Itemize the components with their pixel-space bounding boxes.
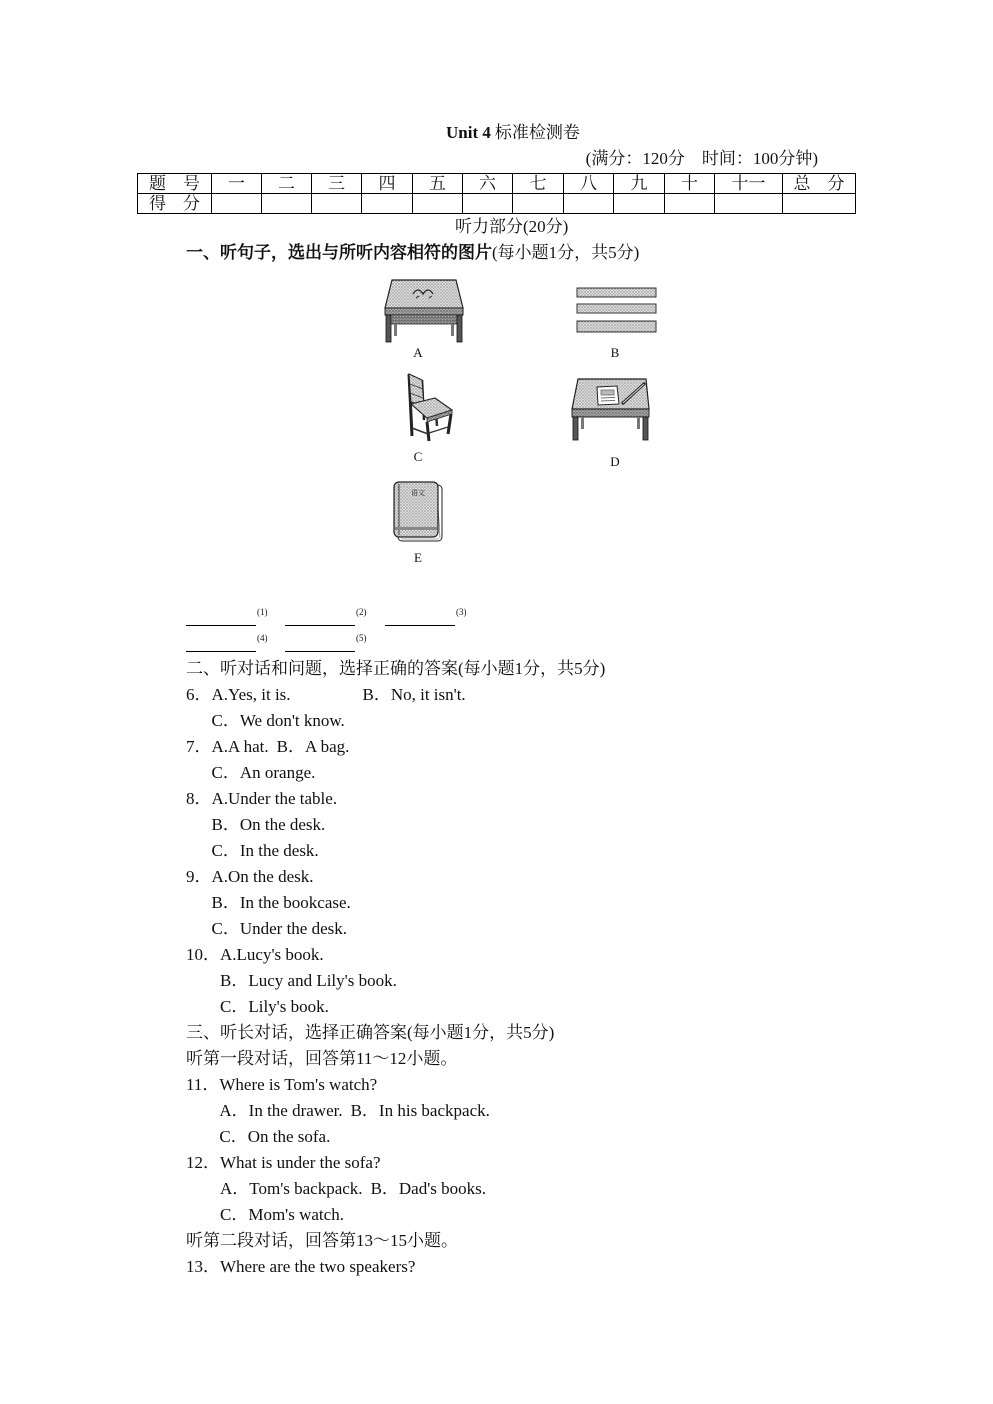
option-c: C．Under the desk. [211,919,348,938]
column-header-9: 九 [614,174,665,194]
picture-a [383,277,465,345]
picture-b [575,285,659,335]
page-title [446,120,580,146]
option-a: A．In the drawer. [219,1101,343,1120]
score-cell-7 [513,194,564,214]
row-header-score: 得 分 [138,194,212,214]
blank-number: (2) [356,607,367,617]
column-header-3: 三 [312,174,362,194]
option-line [220,1176,486,1202]
picture-e-label: E [414,550,422,565]
column-header-5: 五 [413,174,463,194]
option-line [212,890,351,916]
blank-number: (5) [356,633,367,643]
dialogue1-note: 听第一段对话，回答第11～12小题。 [186,1049,458,1068]
book-icon [391,480,447,544]
picture-d-label: D [610,454,620,469]
question-number: 10． [186,945,220,964]
question-stem: What is under the sofa? [220,1153,381,1172]
option-line [212,838,338,864]
option-line [212,682,466,708]
score-cell-2 [262,194,312,214]
section2-heading: 二、听对话和问题，选择正确的答案(每小题1分，共5分) [186,659,606,678]
question-body [219,1072,490,1150]
question-body [220,942,397,1020]
column-header-10: 十 [665,174,715,194]
stripes-icon [575,285,659,335]
option-b: B．Lucy and Lily's book. [220,971,397,990]
section1-heading-text: 一、听句子，选出与所听内容相符的图片 [186,243,492,262]
option-line [212,864,351,890]
picture-d [570,376,652,444]
questions-area [186,656,886,1280]
column-header-11: 十一 [715,174,783,194]
column-header-7: 七 [513,174,564,194]
score-cell-5 [413,194,463,214]
picture-b-label: B [610,345,620,360]
question-number: 8． [186,789,212,808]
option-c: C．On the sofa. [219,1127,331,1146]
option-line [220,1202,486,1228]
option-line [212,708,466,734]
score-cell-4 [362,194,413,214]
score-cell-9 [614,194,665,214]
picture-c [397,370,457,444]
question-body [212,734,350,786]
question-body [212,864,351,942]
question-8 [186,786,886,864]
book-cover-text: 语文 [411,489,425,497]
option-line [212,734,350,760]
answer-blank-5 [285,628,371,652]
dialogue2-note: 听第二段对话，回答第13～15小题。 [186,1231,458,1250]
blank-number: (3) [456,607,467,617]
option-c: C．We don't know. [211,711,345,730]
column-header-8: 八 [564,174,614,194]
score-cell-1 [212,194,262,214]
question-7 [186,734,886,786]
column-header-2: 二 [262,174,312,194]
option-c: C．An orange. [211,763,316,782]
option-c: C．Lily's book. [220,997,329,1016]
answer-blank-2 [285,602,371,626]
score-table-row-scores [138,194,856,214]
question-number: 11． [186,1075,220,1094]
option-c: C．Mom's watch. [220,1205,344,1224]
listening-header: 听力部分(20分) [455,217,569,236]
question-number: 6． [186,685,212,704]
option-a: A.Lucy's book. [220,945,324,964]
question-body [220,1150,486,1228]
question-number: 7． [186,737,212,756]
score-cell-10 [665,194,715,214]
column-header-6: 六 [463,174,513,194]
section1-heading [186,240,639,266]
option-b: B．On the desk. [211,815,326,834]
answer-underline [285,625,355,626]
question-stem: Where is Tom's watch? [219,1075,378,1094]
option-line [212,812,338,838]
column-header-4: 四 [362,174,413,194]
row-header-question-number: 题 号 [138,174,212,194]
option-a: A.On the desk. [211,867,314,886]
picture-e [391,480,447,544]
column-header-total: 总 分 [783,174,856,194]
section1-points: (每小题1分，共5分) [492,243,640,262]
answer-underline [186,625,256,626]
score-table-row-question-numbers [138,174,856,194]
option-b: B．No, it isn't. [362,685,466,704]
score-cell-11 [715,194,783,214]
answer-blank-1 [186,602,272,626]
option-line [220,968,397,994]
chair-icon [397,370,457,444]
option-c: C．In the desk. [211,841,319,860]
score-table [137,173,856,214]
answer-blank-4 [186,628,272,652]
option-line [212,760,350,786]
question-6 [186,682,886,734]
option-b: B．In the bookcase. [211,893,351,912]
question-12 [186,1150,886,1228]
question-10 [186,942,886,1020]
option-a: A.A hat. [211,737,269,756]
answer-underline [285,651,355,652]
option-line [220,942,397,968]
blank-number: (4) [257,633,268,643]
exam-meta: (满分：120分 时间：100分钟) [585,149,818,168]
option-b: B．In his backpack. [350,1101,490,1120]
question-number: 13． [186,1257,220,1276]
option-a: A．Tom's backpack. [220,1179,363,1198]
desk-with-book-and-pencil-icon [570,376,652,444]
question-body [212,786,338,864]
column-header-1: 一 [212,174,262,194]
answer-blank-3 [385,602,471,626]
question-13 [186,1254,886,1280]
option-line [212,786,338,812]
blank-number: (1) [257,607,268,617]
option-line [219,1124,490,1150]
option-line [212,916,351,942]
answer-underline [186,651,256,652]
picture-a-label: A [413,345,423,360]
option-a: A.Yes, it is. [211,685,291,704]
question-body [220,1254,415,1280]
question-9 [186,864,886,942]
answer-underline [385,625,455,626]
option-line [219,1098,490,1124]
score-cell-total [783,194,856,214]
score-cell-6 [463,194,513,214]
score-cell-3 [312,194,362,214]
table-icon [383,277,465,345]
question-stem: Where are the two speakers? [220,1257,416,1276]
unit-label: Unit 4 [446,123,491,142]
score-cell-8 [564,194,614,214]
option-a: A.Under the table. [211,789,338,808]
option-b: B．Dad's books. [370,1179,487,1198]
section3-heading: 三、听长对话，选择正确答案(每小题1分，共5分) [186,1023,555,1042]
option-line [220,994,397,1020]
question-number: 12． [186,1153,220,1172]
question-body [212,682,466,734]
picture-c-label: C [413,449,423,464]
option-b: B．A bag. [276,737,350,756]
question-number: 9． [186,867,212,886]
question-11 [186,1072,886,1150]
title-text: 标准检测卷 [494,123,580,142]
